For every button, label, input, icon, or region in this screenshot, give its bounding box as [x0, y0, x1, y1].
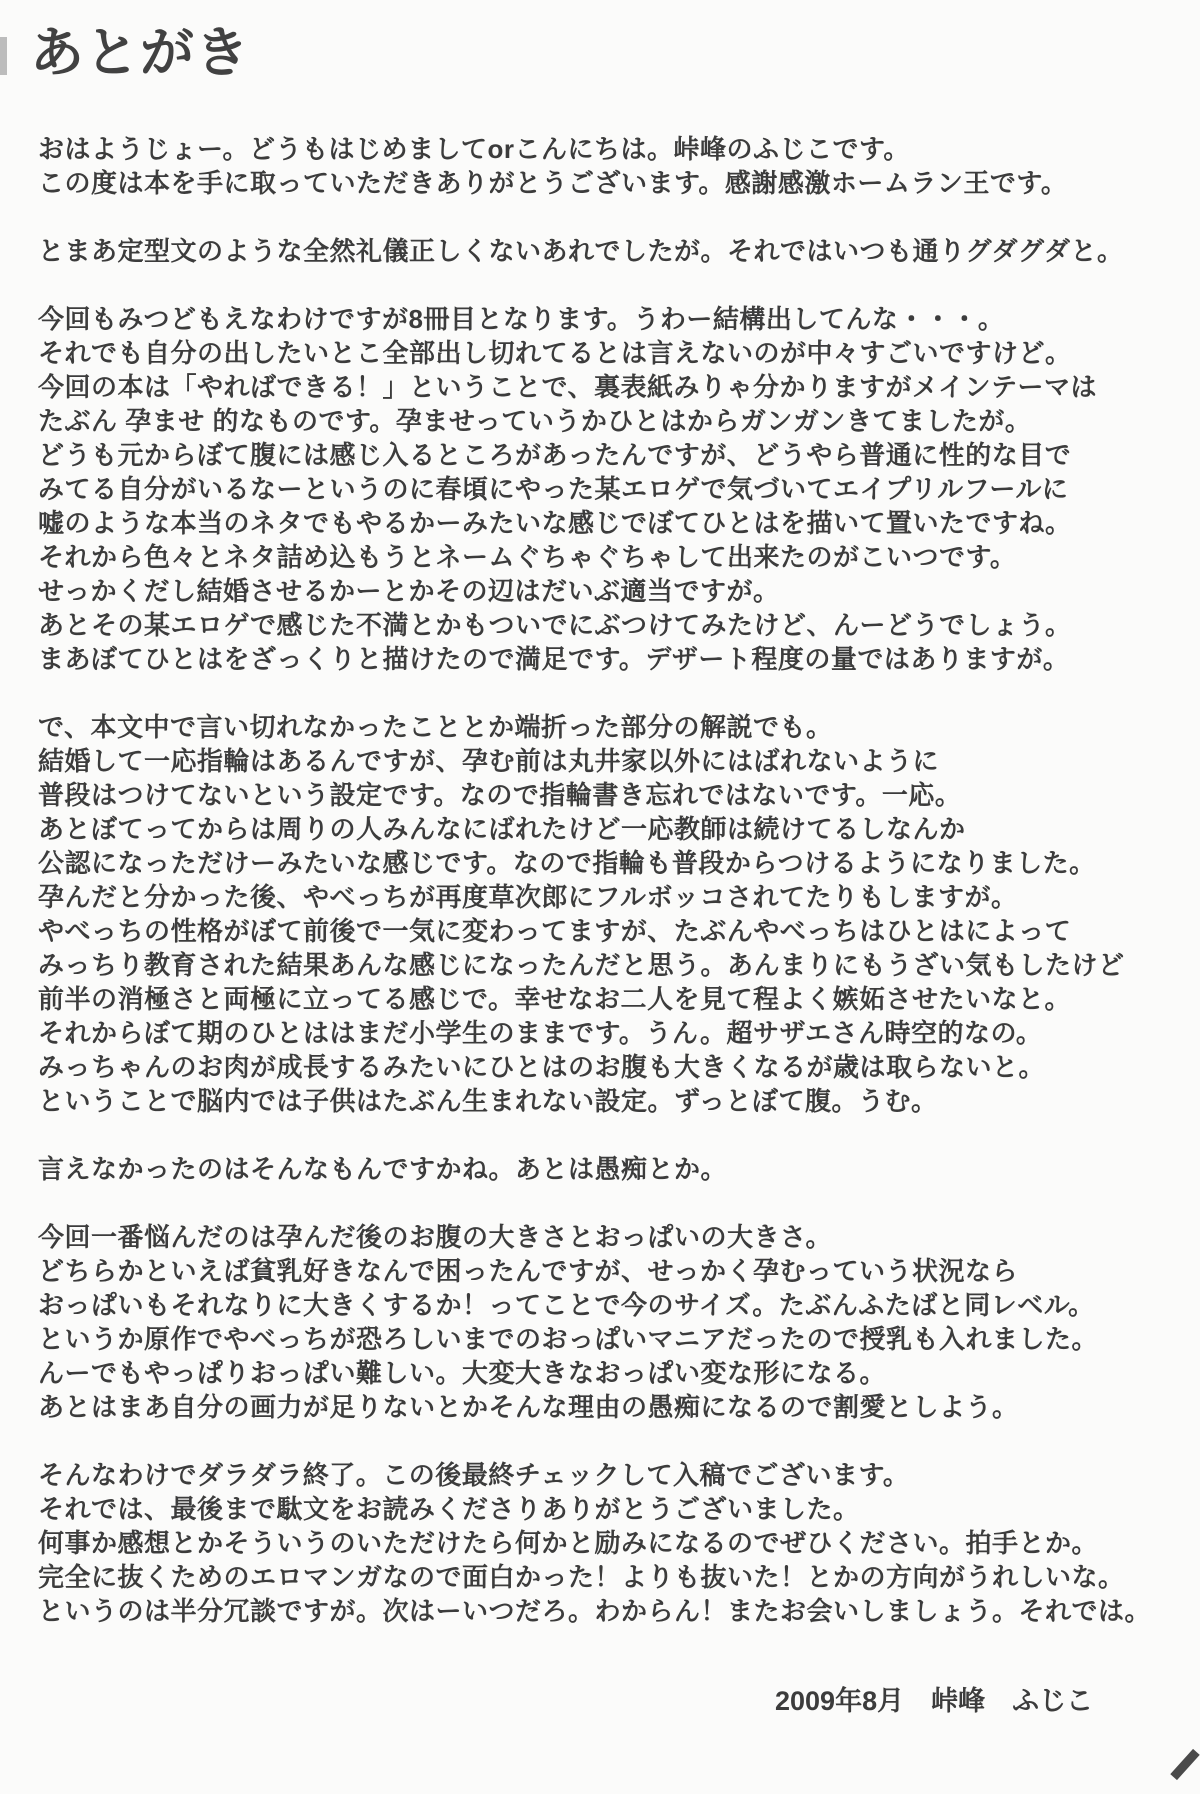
paragraph-closing: そんなわけでダラダラ終了。この後最終チェックして入稿でございます。 それでは、最後まで駄文をお読みくださりありがとうございました。 何事か感想とかそういうのいただけたら何かと励みになるのでぜひください。拍手とか。 完全に抜くためのエロマンガなので面白かった！よりも抜いた！とかの方向がうれしいな。 というのは半分冗談ですが。次はーいつだろ。わからん！またお会いしましょう。それでは。	[38, 1460, 1152, 1626]
paragraph-transition: 言えなかったのはそんなもんですかね。あとは愚痴とか。	[38, 1154, 728, 1184]
page-title: あとがき	[30, 23, 250, 83]
paragraph-setting-notes: で、本文中で言い切れなかったこととか端折った部分の解説でも。 結婚して一応指輪はあるんですが、孕む前は丸井家以外にはばれないように 普段はつけてないという設定です。なので指輪書き忘れではないです。一応。 あとぼてってからは周りの人みんなにばれたけど一応教師は続けてるしなんか 公認になっただけーみたいな感じです。なので指輪も普段からつけるようになりました。 孕んだと分かった後、やべっちが再度草次郎にフルボッコされてたりもしますが。 やべっちの性格がぼて前後で一気に変わってますが、たぶんやべっちはひとはによって みっちり教育された結果あんな感じになったんだと思う。あんまりにもうざい気もしたけど 前半の消極さと両極に立ってる感じで。幸せなお二人を見て程よく嫉妬させたいなと。 それからぼて期のひとははまだ小学生のままです。うん。超サザエさん時空的なの。 みっちゃんのお肉が成長するみたいにひとはのお腹も大きくなるが歳は取らないと。 ということで脳内では子供はたぶん生まれない設定。ずっとぼて腹。うむ。	[38, 712, 1125, 1116]
paragraph-book-theme: 今回もみつどもえなわけですが8冊目となります。うわー結構出してんな・・・。 それでも自分の出したいとこ全部出し切れてるとは言えないのが中々すごいですけど。 今回の本は「やればできる！」ということで、裏表紙みりゃ分かりますがメインテーマは たぶん 孕ませ 的なものです。孕ませっていうかひとはからガンガンきてましたが。 どうも元からぼて腹には感じ入るところがあったんですが、どうやら普通に性的な目で みてる自分がいるなーというのに春頃にやった某エロゲで気づいてエイプリルフールに 嘘のような本当のネタでもやるかーみたいな感じでぼてひとはを描いて置いたですね。 それから色々とネタ詰め込もうとネームぐちゃぐちゃして出来たのがこいつです。 せっかくだし結婚させるかーとかその辺はだいぶ適当ですが。 あとその某エロゲで感じた不満とかもついでにぶつけてみたけど、んーどうでしょう。 まあぼてひとはをざっくりと描けたので満足です。デザート程度の量ではありますが。	[38, 304, 1097, 674]
scan-artifact-strip	[0, 37, 7, 75]
paragraph-size-notes: 今回一番悩んだのは孕んだ後のお腹の大きさとおっぱいの大きさ。 どちらかといえば貧乳好きなんで困ったんですが、せっかく孕むっていう状況なら おっぱいもそれなりに大きくするか！ってことで今のサイズ。たぶんふたばと同レベル。 というか原作でやべっちが恐ろしいまでのおっぱいマニアだったので授乳も入れました。 んーでもやっぱりおっぱい難しい。大変大きなおっぱい変な形になる。 あとはまあ自分の画力が足りないとかそんな理由の愚痴になるので割愛としよう。	[38, 1222, 1099, 1422]
afterword-body	[38, 132, 1178, 1662]
author-signature: 2009年8月 峠峰 ふじこ	[775, 1686, 1094, 1716]
paragraph-greeting: おはようじょー。どうもはじめましてorこんにちは。峠峰のふじこです。 この度は本を手に取っていただきありがとうございます。感謝感激ホームラン王です。	[38, 134, 1068, 198]
page-corner-mark	[1170, 1749, 1199, 1780]
paragraph-intro: とまあ定型文のような全然礼儀正しくないあれでしたが。それではいつも通りグダグダと。	[38, 236, 1124, 266]
